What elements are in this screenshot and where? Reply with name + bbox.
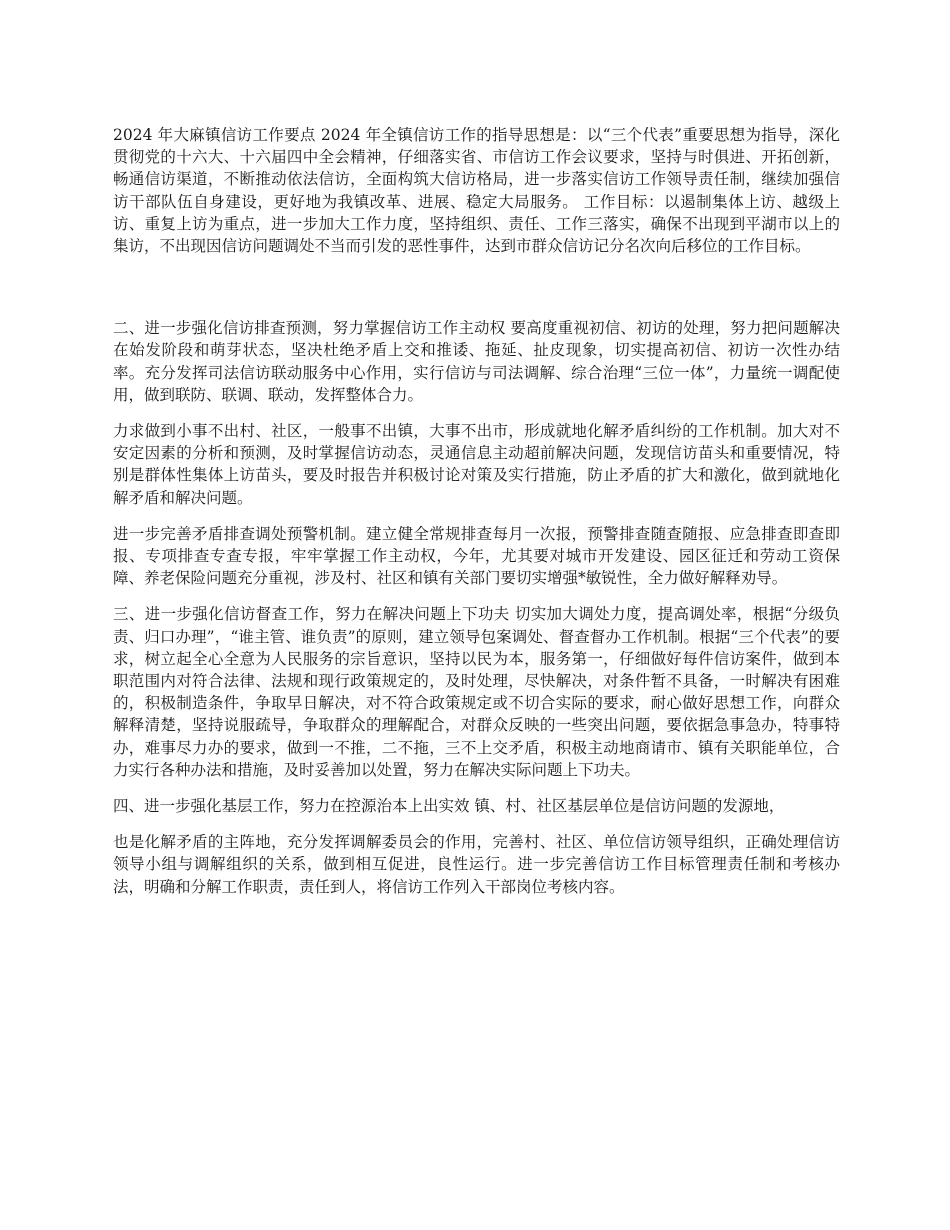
- paragraph-section-4: 四、进一步强化基层工作，努力在控源治本上出实效 镇、村、社区基层单位是信访问题的发源地，: [113, 797, 785, 816]
- paragraph-section-3: 三、进一步强化信访督查工作，努力在解决问题上下功夫 切实加大调处力度，提高调处率，根据“分级负责、归口办理”，“谁主管、谁负责”的原则，建立领导包案调处、督查督办工作机制。根据“三个代表”的要求，树立起全心全意为人民服务的宗旨意识，坚持以民为本，服务第一，仔细做好每件信访案件，做到本职范围内对符合法律、法规和现行政策规定的，及时处理，尽快解决，对条件暂不具备，一时解决有困难的，积极制造条件，争取早日解决，对不符合政策规定或不切合实际的要求，耐心做好思想工作，向群众解释清楚，坚持说服疏导，争取群众的理解配合，对群众反映的一些突出问题，要依据急事急办，特事特办，难事尽力办的要求，做到一不推，二不拖，三不上交矛盾，积极主动地商请市、镇有关职能单位，合力实行各种办法和措施，及时妥善加以处置，努力在解决实际问题上下功夫。: [113, 605, 840, 779]
- paragraph-section-2: 二、进一步强化信访排查预测，努力掌握信访工作主动权 要高度重视初信、初访的处理，努力把问题解决在始发阶段和萌芽状态，坚决杜绝矛盾上交和推诿、拖延、扯皮现象，切实提高初信、初访一次性办结率。充分发挥司法信访联动服务中心作用，实行信访与司法调解、综合治理“三位一体”，力量统一调配使用，做到联防、联调、联动，发挥整体合力。: [113, 319, 840, 404]
- paragraph-section-2-cont: 力求做到小事不出村、社区，一般事不出镇，大事不出市，形成就地化解矛盾纠纷的工作机制。加大对不安定因素的分析和预测，及时掌握信访动态，灵通信息主动超前解决问题，发现信访苗头和重要情况，特别是群体性集体上访苗头，要及时报告并积极讨论对策及实行措施，防止矛盾的扩大和激化，做到就地化解矛盾和解决问题。: [113, 422, 840, 507]
- paragraph-warning-mechanism: 进一步完善矛盾排查调处预警机制。建立健全常规排查每月一次报，预警排查随查随报、应急排查即查即报、专项排查专查专报，牢牢掌握工作主动权，今年，尤其要对城市开发建设、园区征迁和劳动工资保障、养老保险问题充分重视，涉及村、社区和镇有关部门要切实增强*敏锐性，全力做好解释劝导。: [113, 524, 840, 588]
- paragraph-section-4-cont: 也是化解矛盾的主阵地，充分发挥调解委员会的作用，完善村、社区、单位信访领导组织，正确处理信访领导小组与调解组织的关系，做到相互促进，良性运行。进一步完善信访工作目标管理责任制和考核办法，明确和分解工作职责，责任到人，将信访工作列入干部岗位考核内容。: [113, 833, 840, 896]
- paragraph-intro: 2024 年大麻镇信访工作要点 2024 年全镇信访工作的指导思想是：以“三个代表”重要思想为指导，深化贯彻党的十六大、十六届四中全会精神，仔细落实省、市信访工作会议要求，坚持与时俱进、开拓创新，畅通信访渠道，不断推动依法信访，全面构筑大信访格局，进一步落实信访工作领导责任制，继续加强信访干部队伍自身建设，更好地为我镇改革、进展、稳定大局服务。 工作目标：以遏制集体上访、越级上访、重复上访为重点，进一步加大工作力度，坚持组织、责任、工作三落实，确保不出现到平湖市以上的集访，不出现因信访问题调处不当而引发的恶性事件，达到市群众信访记分名次向后移位的工作目标。: [113, 126, 840, 256]
- document-body: [113, 124, 840, 898]
